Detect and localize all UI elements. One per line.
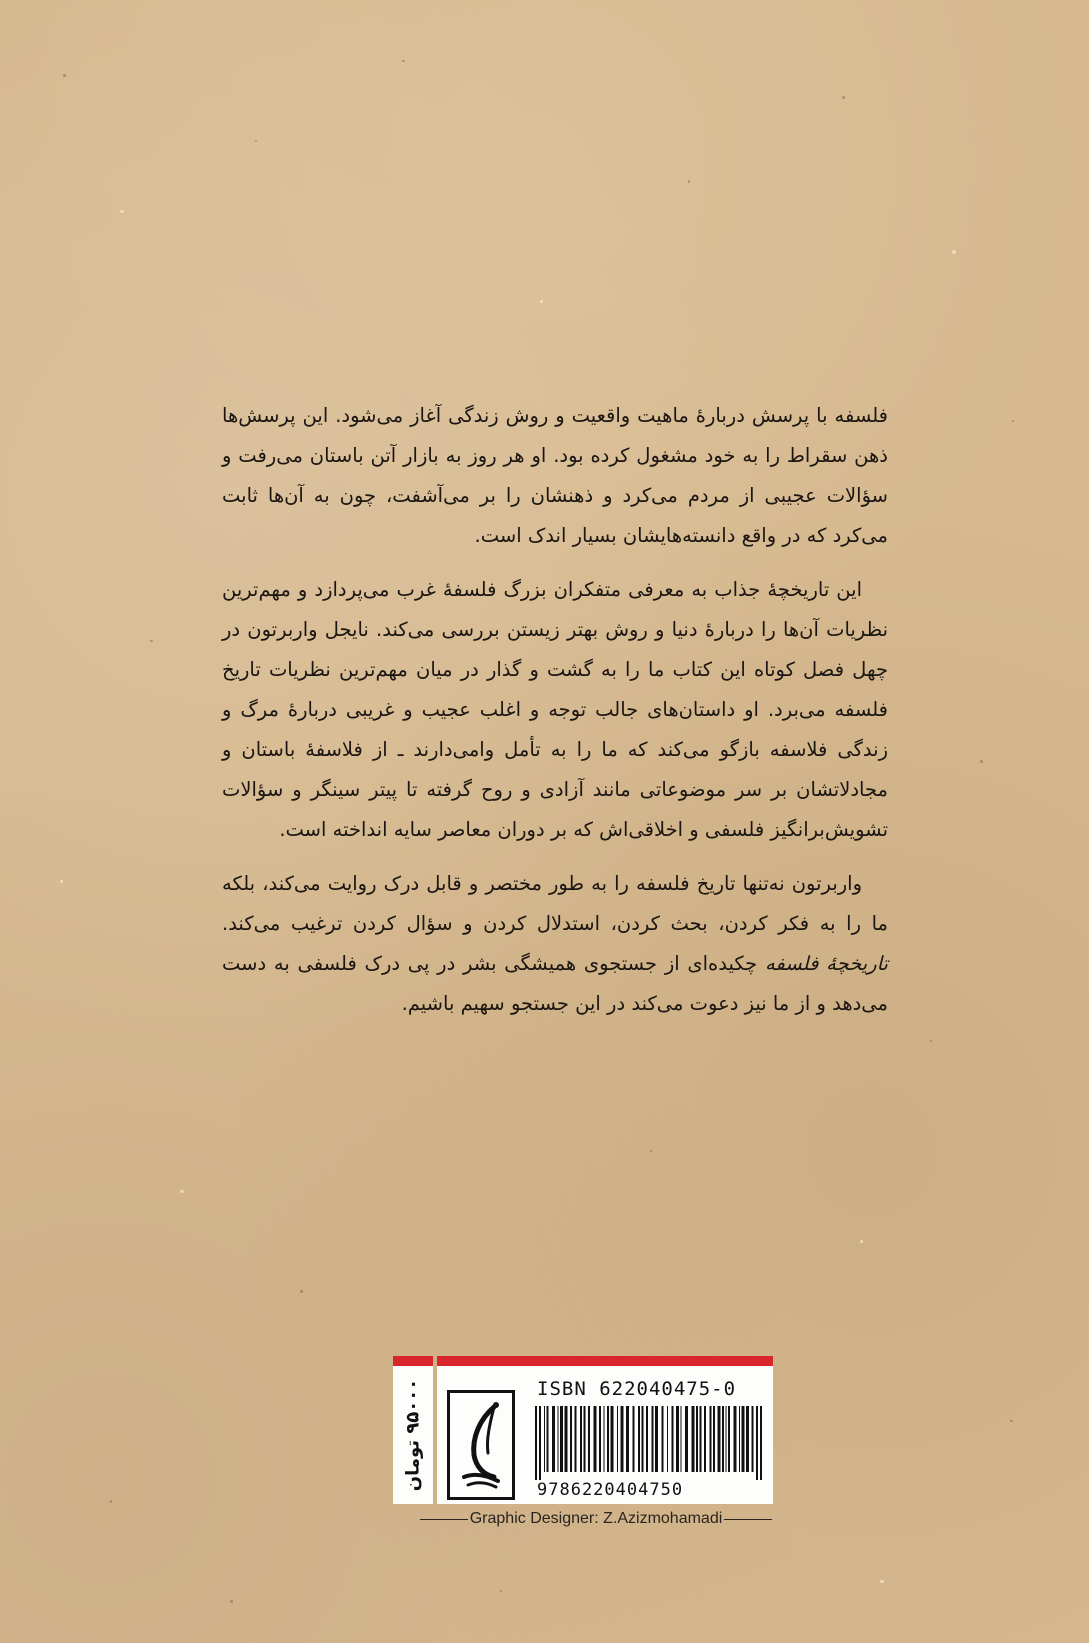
barcode-bar [565, 1406, 568, 1472]
isbn-barcode-box [437, 1356, 773, 1504]
barcode-bar [700, 1406, 702, 1472]
isbn-label: ISBN 622040475-0 [537, 1378, 737, 1400]
barcode-bar [558, 1406, 559, 1472]
barcode-bar [552, 1406, 555, 1472]
blurb-paragraph-3-start: واربرتون نه‌تنها تاریخ فلسفه را به طور مختصر و قابل درک روایت می‌کند، بلکه ما را به فکر کردن، بحث کردن، استدلال کردن و سؤال کردن ترغیب می‌کند. [222, 872, 888, 935]
barcode-bar [726, 1406, 727, 1472]
barcode-bar [570, 1406, 572, 1472]
barcode-block [393, 1356, 773, 1504]
barcode-bar [575, 1406, 577, 1472]
book-title-inline: تاریخچهٔ فلسفه [764, 952, 888, 975]
barcode-bar [685, 1406, 688, 1472]
barcode-bar [652, 1406, 654, 1472]
designer-credit [420, 1510, 772, 1528]
barcode-number: 9786220404750 [537, 1480, 684, 1500]
barcode-bar [662, 1406, 664, 1472]
barcode-bar [655, 1406, 658, 1472]
barcode-bar [704, 1406, 706, 1472]
barcode-bar [752, 1406, 754, 1472]
barcode-bar [638, 1406, 640, 1472]
barcode-bar [672, 1406, 674, 1472]
designer-credit-text: Graphic Designer: Z.Azizmohamadi [469, 1510, 723, 1527]
credit-rule-right [724, 1519, 772, 1520]
barcode-bar [681, 1406, 682, 1472]
barcode-bar [692, 1406, 695, 1472]
barcode-bar [718, 1406, 721, 1472]
barcode-bar [710, 1406, 712, 1472]
barcode-bar [646, 1406, 648, 1472]
barcode-bar [676, 1406, 679, 1472]
barcode-bar [760, 1406, 762, 1480]
credit-rule-left [420, 1519, 468, 1520]
barcode-bar [544, 1406, 545, 1472]
barcode-bars [533, 1406, 765, 1480]
barcode-bar [633, 1406, 635, 1472]
barcode-bar [594, 1406, 597, 1472]
blurb-paragraph-3-end: چکیده‌ای از جستجوی همیشگی بشر در پی درک فلسفی به دست می‌دهد و از ما نیز دعوت می‌کند در این جستجو سهیم باشیم. [222, 952, 888, 1015]
barcode-bar [746, 1406, 749, 1472]
barcode-bar [642, 1406, 644, 1472]
barcode-bar [728, 1406, 730, 1472]
barcode-bar [611, 1406, 614, 1472]
barcode-bar [742, 1406, 745, 1472]
barcode-bar [617, 1406, 618, 1472]
barcode-bar [722, 1406, 724, 1472]
barcode-bar [626, 1406, 629, 1472]
barcode-bar [621, 1406, 624, 1472]
barcode-bar [713, 1406, 715, 1472]
barcode-bar [696, 1406, 698, 1472]
barcode-bar [756, 1406, 758, 1480]
price-label: ۹۵۰۰۰ تومان [402, 1378, 424, 1492]
barcode-bar [599, 1406, 601, 1472]
barcode-bar [739, 1406, 740, 1472]
barcode-bar [547, 1406, 549, 1472]
barcode-bar [584, 1406, 586, 1472]
barcode-bar [604, 1406, 605, 1472]
barcode-bar [539, 1406, 541, 1480]
blurb-paragraph-2: این تاریخچهٔ جذاب به معرفی متفکران بزرگ فلسفهٔ غرب می‌پردازد و مهم‌ترین نظریات آن‌ها را دربارهٔ دنیا و روش بهتر زیستن بررسی می‌کند. نایجل واربرتون در چهل فصل کوتاه این کتاب ما را به گشت و گذار در میان مهم‌ترین نظریات تاریخ فلسفه می‌برد. او داستان‌های جالب توجه و اغلب عجیب و غریبی دربارهٔ مرگ و زندگی فلاسفه بازگو می‌کند که ما را به تأمل وامی‌دارند ـ از فلاسفهٔ باستان و مجادلاتشان بر سر موضوعاتی مانند آزادی و روح گرفته تا پیتر سینگر و سؤالات تشویش‌برانگیز فلسفی و اخلاقی‌اش که بر دوران معاصر سایه انداخته است. [222, 578, 888, 841]
barcode-bar [734, 1406, 737, 1472]
barcode-bar [588, 1406, 590, 1472]
barcode-bar [560, 1406, 563, 1472]
barcode-bar [667, 1406, 668, 1472]
price-tag [393, 1356, 433, 1504]
publisher-logo-icon [447, 1390, 515, 1500]
back-cover-blurb [222, 396, 888, 1038]
barcode-bar [607, 1406, 609, 1472]
barcode-bar [580, 1406, 582, 1472]
blurb-paragraph-3 [222, 864, 888, 1024]
blurb-paragraph-1: فلسفه با پرسش دربارهٔ ماهیت واقعیت و روش زندگی آغاز می‌شود. این پرسش‌ها ذهن سقراط را به خود مشغول کرده بود. او هر روز به بازار آتن باستان می‌رفت و سؤالات عجیبی از مردم می‌کرد و ذهنشان را بر می‌آشفت، چون به آن‌ها ثابت می‌کرد که در واقع دانسته‌هایشان بسیار اندک است. [222, 404, 888, 547]
barcode-bar [535, 1406, 537, 1480]
